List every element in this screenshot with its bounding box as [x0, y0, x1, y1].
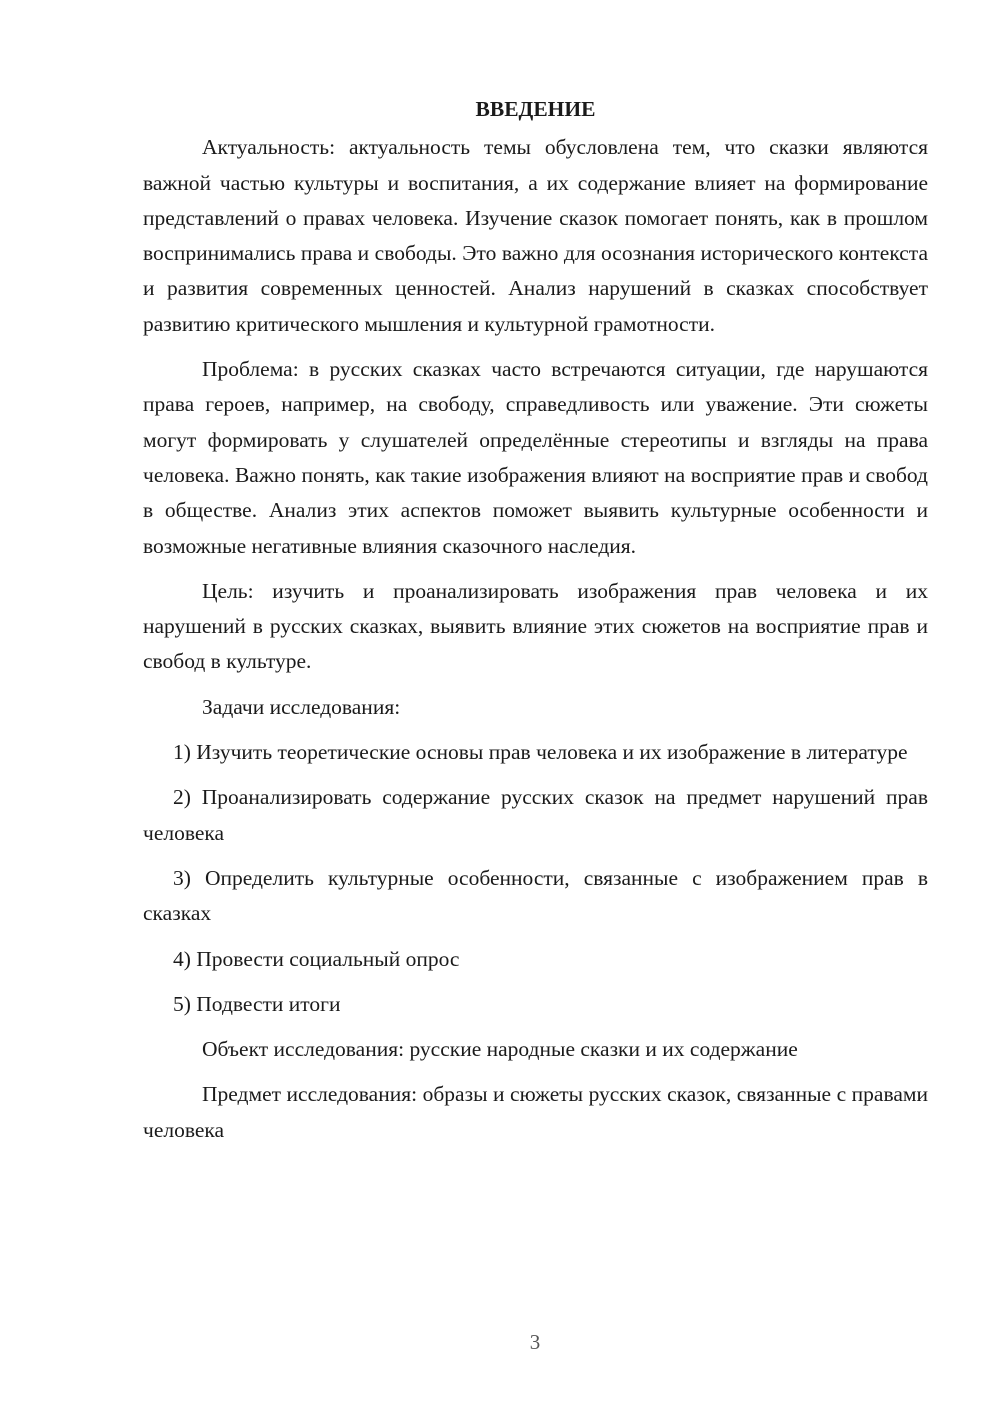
task-item-4: 4) Провести социальный опрос: [173, 946, 460, 971]
document-page: [143, 92, 928, 1158]
task-item-3: 3) Определить культурные особенности, связанные с изображением прав в сказках: [143, 865, 928, 926]
relevance-paragraph: Актуальность: актуальность темы обусловлена тем, что сказки являются важной частью культуры и воспитания, а их содержание влияет на формирование представлений о правах человека. Изучение сказок помогает понять, как в прошлом воспринимались права и свободы. Это важно для осознания исторического контекста и развития современных ценностей. Анализ нарушений в сказках способствует развитию критического мышления и культурной грамотности.: [143, 135, 928, 336]
task-item-2: 2) Проанализировать содержание русских сказок на предмет нарушений прав человека: [143, 785, 928, 845]
section-title: ВВЕДЕНИЕ: [475, 97, 596, 121]
task-item-5: 5) Подвести итоги: [173, 991, 341, 1016]
tasks-heading: Задачи исследования:: [202, 694, 401, 719]
research-subject-paragraph: Предмет исследования: образы и сюжеты русских сказок, связанные с правами человека: [143, 1082, 928, 1142]
task-item-1: 1) Изучить теоретические основы прав человека и их изображение в литературе: [173, 740, 908, 765]
page-number: 3: [529, 1330, 541, 1354]
research-object-paragraph: Объект исследования: русские народные сказки и их содержание: [202, 1037, 798, 1062]
problem-paragraph: Проблема: в русских сказках часто встречаются ситуации, где нарушаются права героев, например, на свободу, справедливость или уважение. Эти сюжеты могут формировать у слушателей определённые стереотипы и взгляды на права человека. Важно понять, как такие изображения влияют на восприятие прав и свобод в обществе. Анализ этих аспектов поможет выявить культурные особенности и возможные негативные влияния сказочного наследия.: [143, 357, 928, 558]
goal-paragraph: Цель: изучить и проанализировать изображения прав человека и их нарушений в русских сказках, выявить влияние этих сюжетов на восприятие прав и свобод в культуре.: [143, 578, 928, 674]
